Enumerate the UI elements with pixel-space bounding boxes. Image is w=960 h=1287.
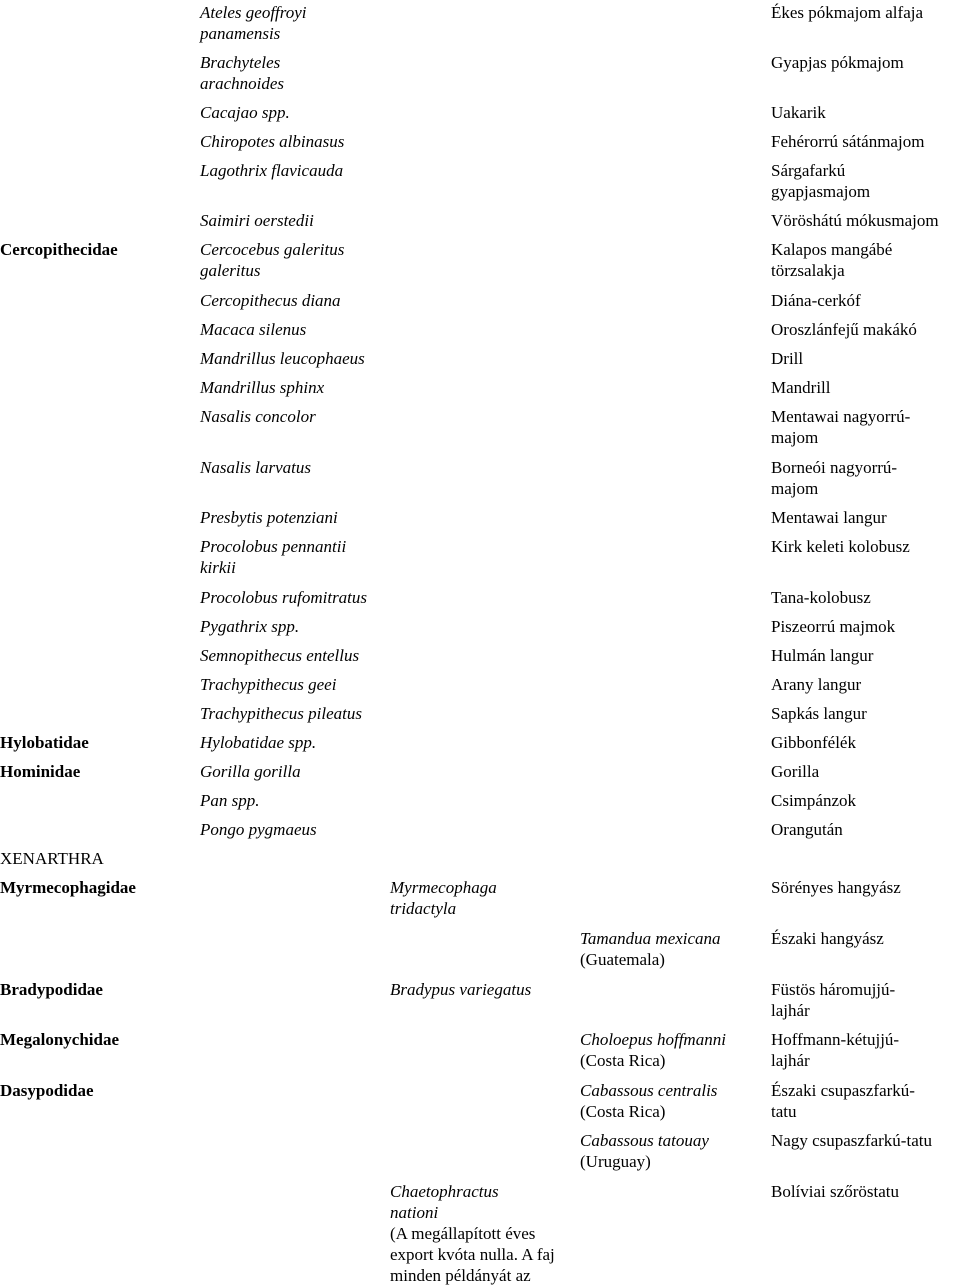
table-row — [0, 703, 960, 723]
common-name: Orangután — [771, 820, 843, 839]
table-row — [0, 819, 960, 839]
table-row — [0, 1181, 960, 1285]
table-row — [0, 616, 960, 636]
species-name: Mandrillus leucophaeus — [200, 349, 365, 368]
family-name: Myrmecophagidae — [0, 878, 136, 897]
country-note: (Guatemala) — [580, 950, 665, 969]
table-row — [0, 1130, 960, 1171]
species-name: Saimiri oerstedii — [200, 211, 314, 230]
species-entry — [580, 1130, 709, 1172]
family-name: Bradypodidae — [0, 980, 103, 999]
order-heading-row — [0, 848, 960, 868]
table-row — [0, 239, 960, 280]
table-row — [0, 507, 960, 527]
species-name: Choloepus hoffmanni — [580, 1030, 726, 1049]
common-name: Kirk keleti kolobusz — [771, 537, 910, 556]
common-name: Nagy csupaszfarkú-tatu — [771, 1131, 932, 1150]
species-name: Cabassous centralis — [580, 1081, 718, 1100]
species-name: Cercopithecus diana — [200, 291, 341, 310]
species-name: Chiropotes albinasus — [200, 132, 345, 151]
table-row — [0, 587, 960, 607]
common-name: Csimpánzok — [771, 791, 856, 810]
species-name: Cercocebus galeritus galeritus — [200, 240, 345, 280]
common-name: Ékes pókmajom alfaja — [771, 3, 924, 22]
species-name: Gorilla gorilla — [200, 762, 301, 781]
common-name: Gyapjas pókmajom — [771, 53, 904, 72]
species-name: Cabassous tatouay — [580, 1131, 709, 1150]
species-entry — [390, 1181, 555, 1286]
species-name: Nasalis larvatus — [200, 458, 311, 477]
table-row — [0, 160, 960, 201]
common-name: Drill — [771, 349, 804, 368]
family-name: Dasypodidae — [0, 1081, 94, 1100]
table-row — [0, 674, 960, 694]
species-name: Trachypithecus geei — [200, 675, 337, 694]
common-name: Füstös háromujjú- lajhár — [771, 980, 896, 1020]
table-row — [0, 319, 960, 339]
table-row — [0, 290, 960, 310]
species-name: Chaetophractus nationi — [390, 1182, 499, 1222]
quota-note: (A megállapított éves export kvóta nulla. A faj minden példányát az — [390, 1224, 555, 1285]
common-name: Sörényes hangyász — [771, 878, 901, 897]
table-row — [0, 790, 960, 810]
common-name: Piszeorrú majmok — [771, 617, 896, 636]
species-name: Semnopithecus entellus — [200, 646, 360, 665]
country-note: (Costa Rica) — [580, 1102, 666, 1121]
common-name: Gorilla — [771, 762, 820, 781]
family-name: Megalonychidae — [0, 1030, 119, 1049]
species-name: Trachypithecus pileatus — [200, 704, 362, 723]
common-name: Tana-kolobusz — [771, 588, 871, 607]
table-row — [0, 406, 960, 447]
table-row — [0, 645, 960, 665]
species-name: Presbytis potenziani — [200, 508, 338, 527]
species-name: Myrmecophaga tridactyla — [390, 878, 497, 918]
species-name: Procolobus rufomitratus — [200, 588, 368, 607]
species-name: Pongo pygmaeus — [200, 820, 317, 839]
species-name: Nasalis concolor — [200, 407, 316, 426]
common-name: Sárgafarkú gyapjasmajom — [771, 161, 871, 201]
species-name: Ateles geoffroyi panamensis — [200, 3, 307, 43]
common-name: Arany langur — [771, 675, 862, 694]
table-row — [0, 210, 960, 230]
species-entry — [580, 928, 721, 970]
common-name: Északi csupaszfarkú- tatu — [771, 1081, 915, 1121]
country-note: (Costa Rica) — [580, 1051, 666, 1070]
table-row — [0, 928, 960, 969]
common-name: Északi hangyász — [771, 929, 884, 948]
table-row — [0, 348, 960, 368]
species-entry — [580, 1029, 726, 1071]
family-name: Hominidae — [0, 762, 81, 781]
common-name: Fehérorrú sátánmajom — [771, 132, 925, 151]
common-name: Hulmán langur — [771, 646, 874, 665]
common-name: Uakarik — [771, 103, 826, 122]
table-row — [0, 2, 960, 43]
species-name: Mandrillus sphinx — [200, 378, 325, 397]
common-name: Kalapos mangábé törzsalakja — [771, 240, 893, 280]
family-name: Hylobatidae — [0, 733, 89, 752]
common-name: Sapkás langur — [771, 704, 867, 723]
common-name: Hoffmann-kétujjú- lajhár — [771, 1030, 900, 1070]
common-name: Bolíviai szőröstatu — [771, 1182, 899, 1201]
order-heading: XENARTHRA — [0, 849, 104, 868]
species-name: Brachyteles arachnoides — [200, 53, 285, 93]
species-name: Tamandua mexicana — [580, 929, 721, 948]
table-row — [0, 457, 960, 498]
table-row — [0, 377, 960, 397]
common-name: Borneói nagyorrú- majom — [771, 458, 898, 498]
common-name: Vöröshátú mókusmajom — [771, 211, 939, 230]
common-name: Mentawai nagyorrú- majom — [771, 407, 911, 447]
species-name: Procolobus pennantii kirkii — [200, 537, 347, 577]
family-name: Cercopithecidae — [0, 240, 118, 259]
table-row — [0, 1080, 960, 1121]
table-row — [0, 52, 960, 93]
common-name: Diána-cerkóf — [771, 291, 861, 310]
table-row — [0, 536, 960, 577]
table-row — [0, 131, 960, 151]
table-row — [0, 979, 960, 1020]
common-name: Mentawai langur — [771, 508, 887, 527]
country-note: (Uruguay) — [580, 1152, 651, 1171]
species-name: Bradypus variegatus — [390, 980, 532, 999]
species-name: Macaca silenus — [200, 320, 307, 339]
table-row — [0, 761, 960, 781]
species-name: Pan spp. — [200, 791, 260, 810]
common-name: Oroszlánfejű makákó — [771, 320, 917, 339]
species-name: Lagothrix flavicauda — [200, 161, 344, 180]
species-name: Hylobatidae spp. — [200, 733, 317, 752]
species-entry — [580, 1080, 717, 1122]
species-name: Cacajao spp. — [200, 103, 290, 122]
table-row — [0, 102, 960, 122]
common-name: Mandrill — [771, 378, 831, 397]
common-name: Gibbonfélék — [771, 733, 856, 752]
table-row — [0, 877, 960, 918]
table-row — [0, 732, 960, 752]
table-row — [0, 1029, 960, 1070]
species-name: Pygathrix spp. — [200, 617, 300, 636]
